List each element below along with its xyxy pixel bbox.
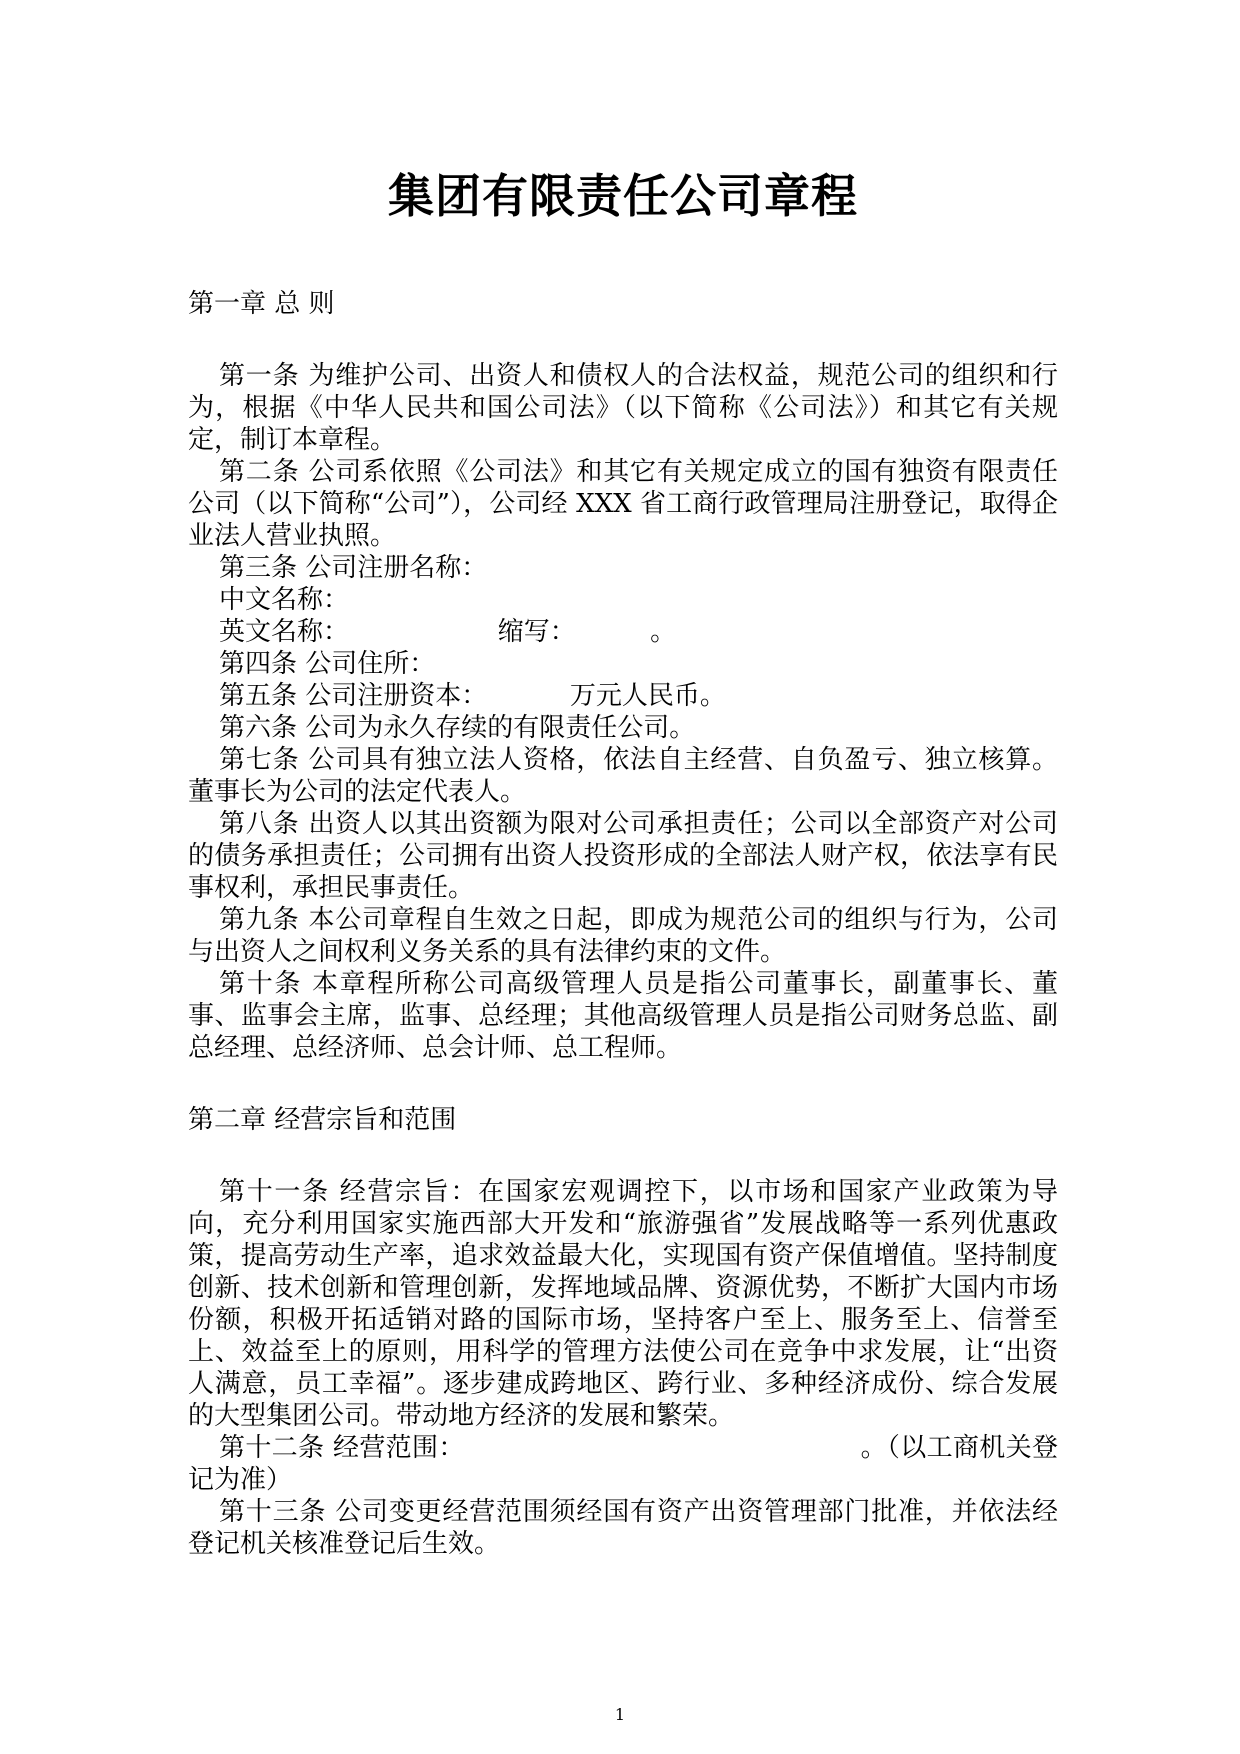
document-body	[188, 288, 1058, 1560]
article-13: 第十三条 公司变更经营范围须经国有资产出资管理部门批准，并依法经登记机关核准登记后生效。	[188, 1497, 1058, 1559]
chapter-heading: 第二章 经营宗旨和范围	[188, 1105, 457, 1135]
document-title: 集团有限责任公司章程	[388, 169, 858, 223]
article-11: 第十一条 经营宗旨：在国家宏观调控下，以市场和国家产业政策为导向，充分利用国家实施西部大开发和“旅游强省”发展战略等一系列优惠政策，提高劳动生产率，追求效益最大化，实现国有资产保值增值。坚持制度创新、技术创新和管理创新，发挥地域品牌、资源优势，不断扩大国内市场份额，积极开拓适销对路的国际市场，坚持客户至上、服务至上、信誉至上、效益至上的原则，用科学的管理方法使公司在竞争中求发展，让“出资人满意，员工幸福”。逐步建成跨地区、跨行业、多种经济成份、综合发展的大型集团公司。带动地方经济的发展和繁荣。	[188, 1177, 1058, 1431]
article-2: 第二条 公司系依照《公司法》和其它有关规定成立的国有独资有限责任公司（以下简称“公司”），公司经 XXX 省工商行政管理局注册登记，取得企业法人营业执照。	[188, 457, 1058, 551]
article-8: 第八条 出资人以其出资额为限对公司承担责任；公司以全部资产对公司的债务承担责任；公司拥有出资人投资形成的全部法人财产权，依法享有民事权利，承担民事责任。	[188, 809, 1058, 903]
article-1: 第一条 为维护公司、出资人和债权人的合法权益，规范公司的组织和行为，根据《中华人民共和国公司法》（以下简称《公司法》）和其它有关规定，制订本章程。	[188, 361, 1058, 455]
article-4: 第四条 公司住所：	[219, 649, 436, 679]
article-3: 第三条 公司注册名称：	[219, 553, 488, 583]
chinese-name-line: 中文名称：	[219, 585, 350, 615]
article-6: 第六条 公司为永久存续的有限责任公司。	[219, 713, 696, 743]
article-9: 第九条 本公司章程自生效之日起，即成为规范公司的组织与行为，公司与出资人之间权利义务关系的具有法律约束的文件。	[188, 905, 1058, 967]
article-10: 第十条 本章程所称公司高级管理人员是指公司董事长，副董事长、董事、监事会主席，监事、总经理；其他高级管理人员是指公司财务总监、副总经理、总经济师、总会计师、总工程师。	[188, 969, 1058, 1063]
article-12: 第十二条 经营范围： 。（以工商机关登记为准）	[188, 1433, 1058, 1495]
chapter-heading: 第一章 总 则	[188, 289, 335, 319]
page-number: 1	[614, 1705, 626, 1724]
article-7: 第七条 公司具有独立法人资格，依法自主经营、自负盈亏、独立核算。董事长为公司的法定代表人。	[188, 745, 1058, 807]
article-5: 第五条 公司注册资本： 万元人民币。	[219, 681, 726, 711]
english-name-line: 英文名称： 缩写： 。	[219, 617, 677, 647]
